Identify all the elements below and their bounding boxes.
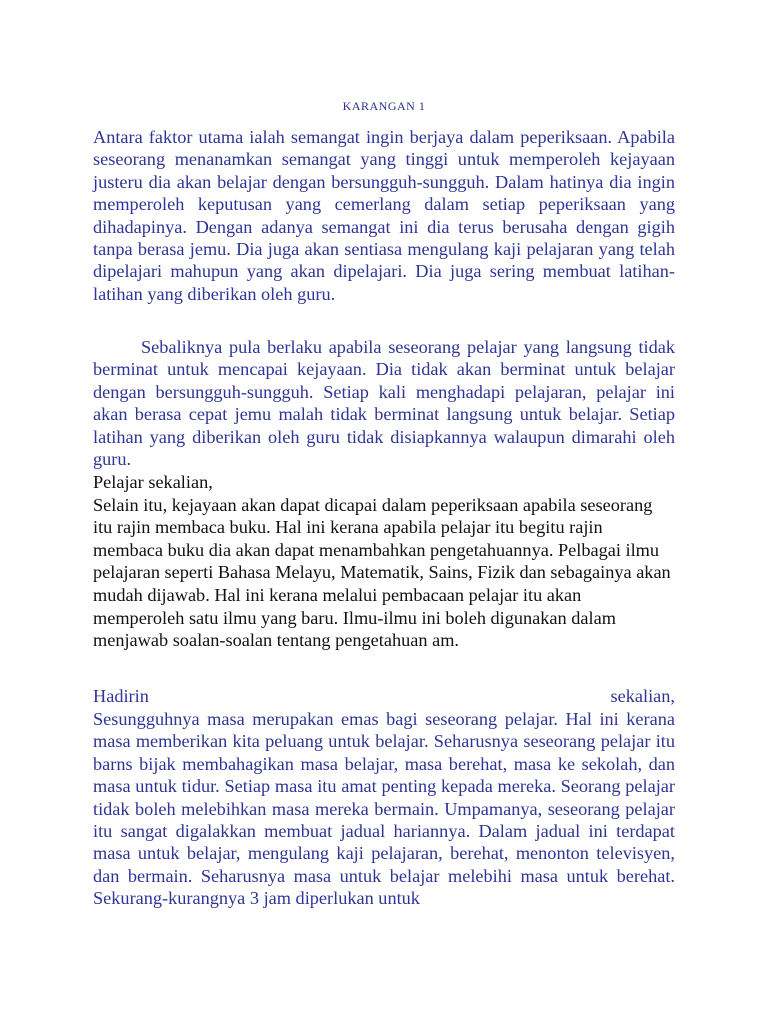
greeting-hadirin xyxy=(93,685,675,707)
paragraph-4: Sesungguhnya masa merupakan emas bagi seseorang pelajar. Hal ini kerana masa memberikan kita peluang untuk belajar. Seharusnya seseorang pelajar itu barns bijak membahagikan masa belajar, masa berehat, masa ke sekolah, dan masa untuk tidur. Setiap masa itu amat penting kepada mereka. Seorang pelajar tidak boleh melebihkan masa mereka bermain. Umpamanya, seseorang pelajar itu sangat digalakkan membuat jadual hariannya. Dalam jadual ini terdapat masa untuk belajar, mengulang kaji pelajaran, berehat, menonton televisyen, dan bermain. Seharusnya masa untuk belajar melebihi masa untuk berehat. Sekurang-kurangnya 3 jam diperlukan untuk xyxy=(93,709,675,909)
paragraph-1: Antara faktor utama ialah semangat ingin berjaya dalam peperiksaan. Apabila seseorang menanamkan semangat yang tinggi untuk memperoleh kejayaan justeru dia akan belajar dengan bersungguh-sungguh. Dalam hatinya dia ingin memperoleh keputusan yang cemerlang dalam setiap peperiksaan yang dihadapinya. Dengan adanya semangat ini dia terus berusaha dengan gigih tanpa berasa jemu. Dia juga akan sentiasa mengulang kaji pelajaran yang telah dipelajari mahupun yang akan dipelajari. Dia juga sering membuat latihan-latihan yang diberikan oleh guru. xyxy=(93,127,675,304)
greeting-hadirin-word-2: sekalian, xyxy=(610,686,675,706)
greeting-hadirin-word-1: Hadirin xyxy=(93,686,149,706)
paragraph-3-block xyxy=(93,471,675,652)
paragraph-3: Selain itu, kejayaan akan dapat dicapai dalam peperiksaan apabila seseorang itu rajin membaca buku. Hal ini kerana apabila pelajar itu begitu rajin membaca buku dia akan dapat menambahkan pengetahuannya. Pelbagai ilmu pelajaran seperti Bahasa Melayu, Matematik, Sains, Fizik dan sebagainya akan mudah dijawab. Hal ini kerana melalui pembacaan pelajar itu akan memperoleh satu ilmu yang baru. Ilmu-ilmu ini boleh digunakan dalam menjawab soalan-soalan tentang pengetahuan am. xyxy=(93,494,671,651)
greeting-pelajar: Pelajar sekalian, xyxy=(93,472,213,492)
document-title: KARANGAN 1 xyxy=(342,99,426,113)
paragraph-2: Sebaliknya pula berlaku apabila seseorang pelajar yang langsung tidak berminat untuk mencapai kejayaan. Dia tidak akan berminat untuk belajar dengan bersungguh-sungguh. Setiap kali menghadapi pelajaran, pelajar ini akan berasa cepat jemu malah tidak berminat langsung untuk belajar. Setiap latihan yang diberikan oleh guru tidak disiapkannya walaupun dimarahi oleh guru. xyxy=(93,337,675,470)
